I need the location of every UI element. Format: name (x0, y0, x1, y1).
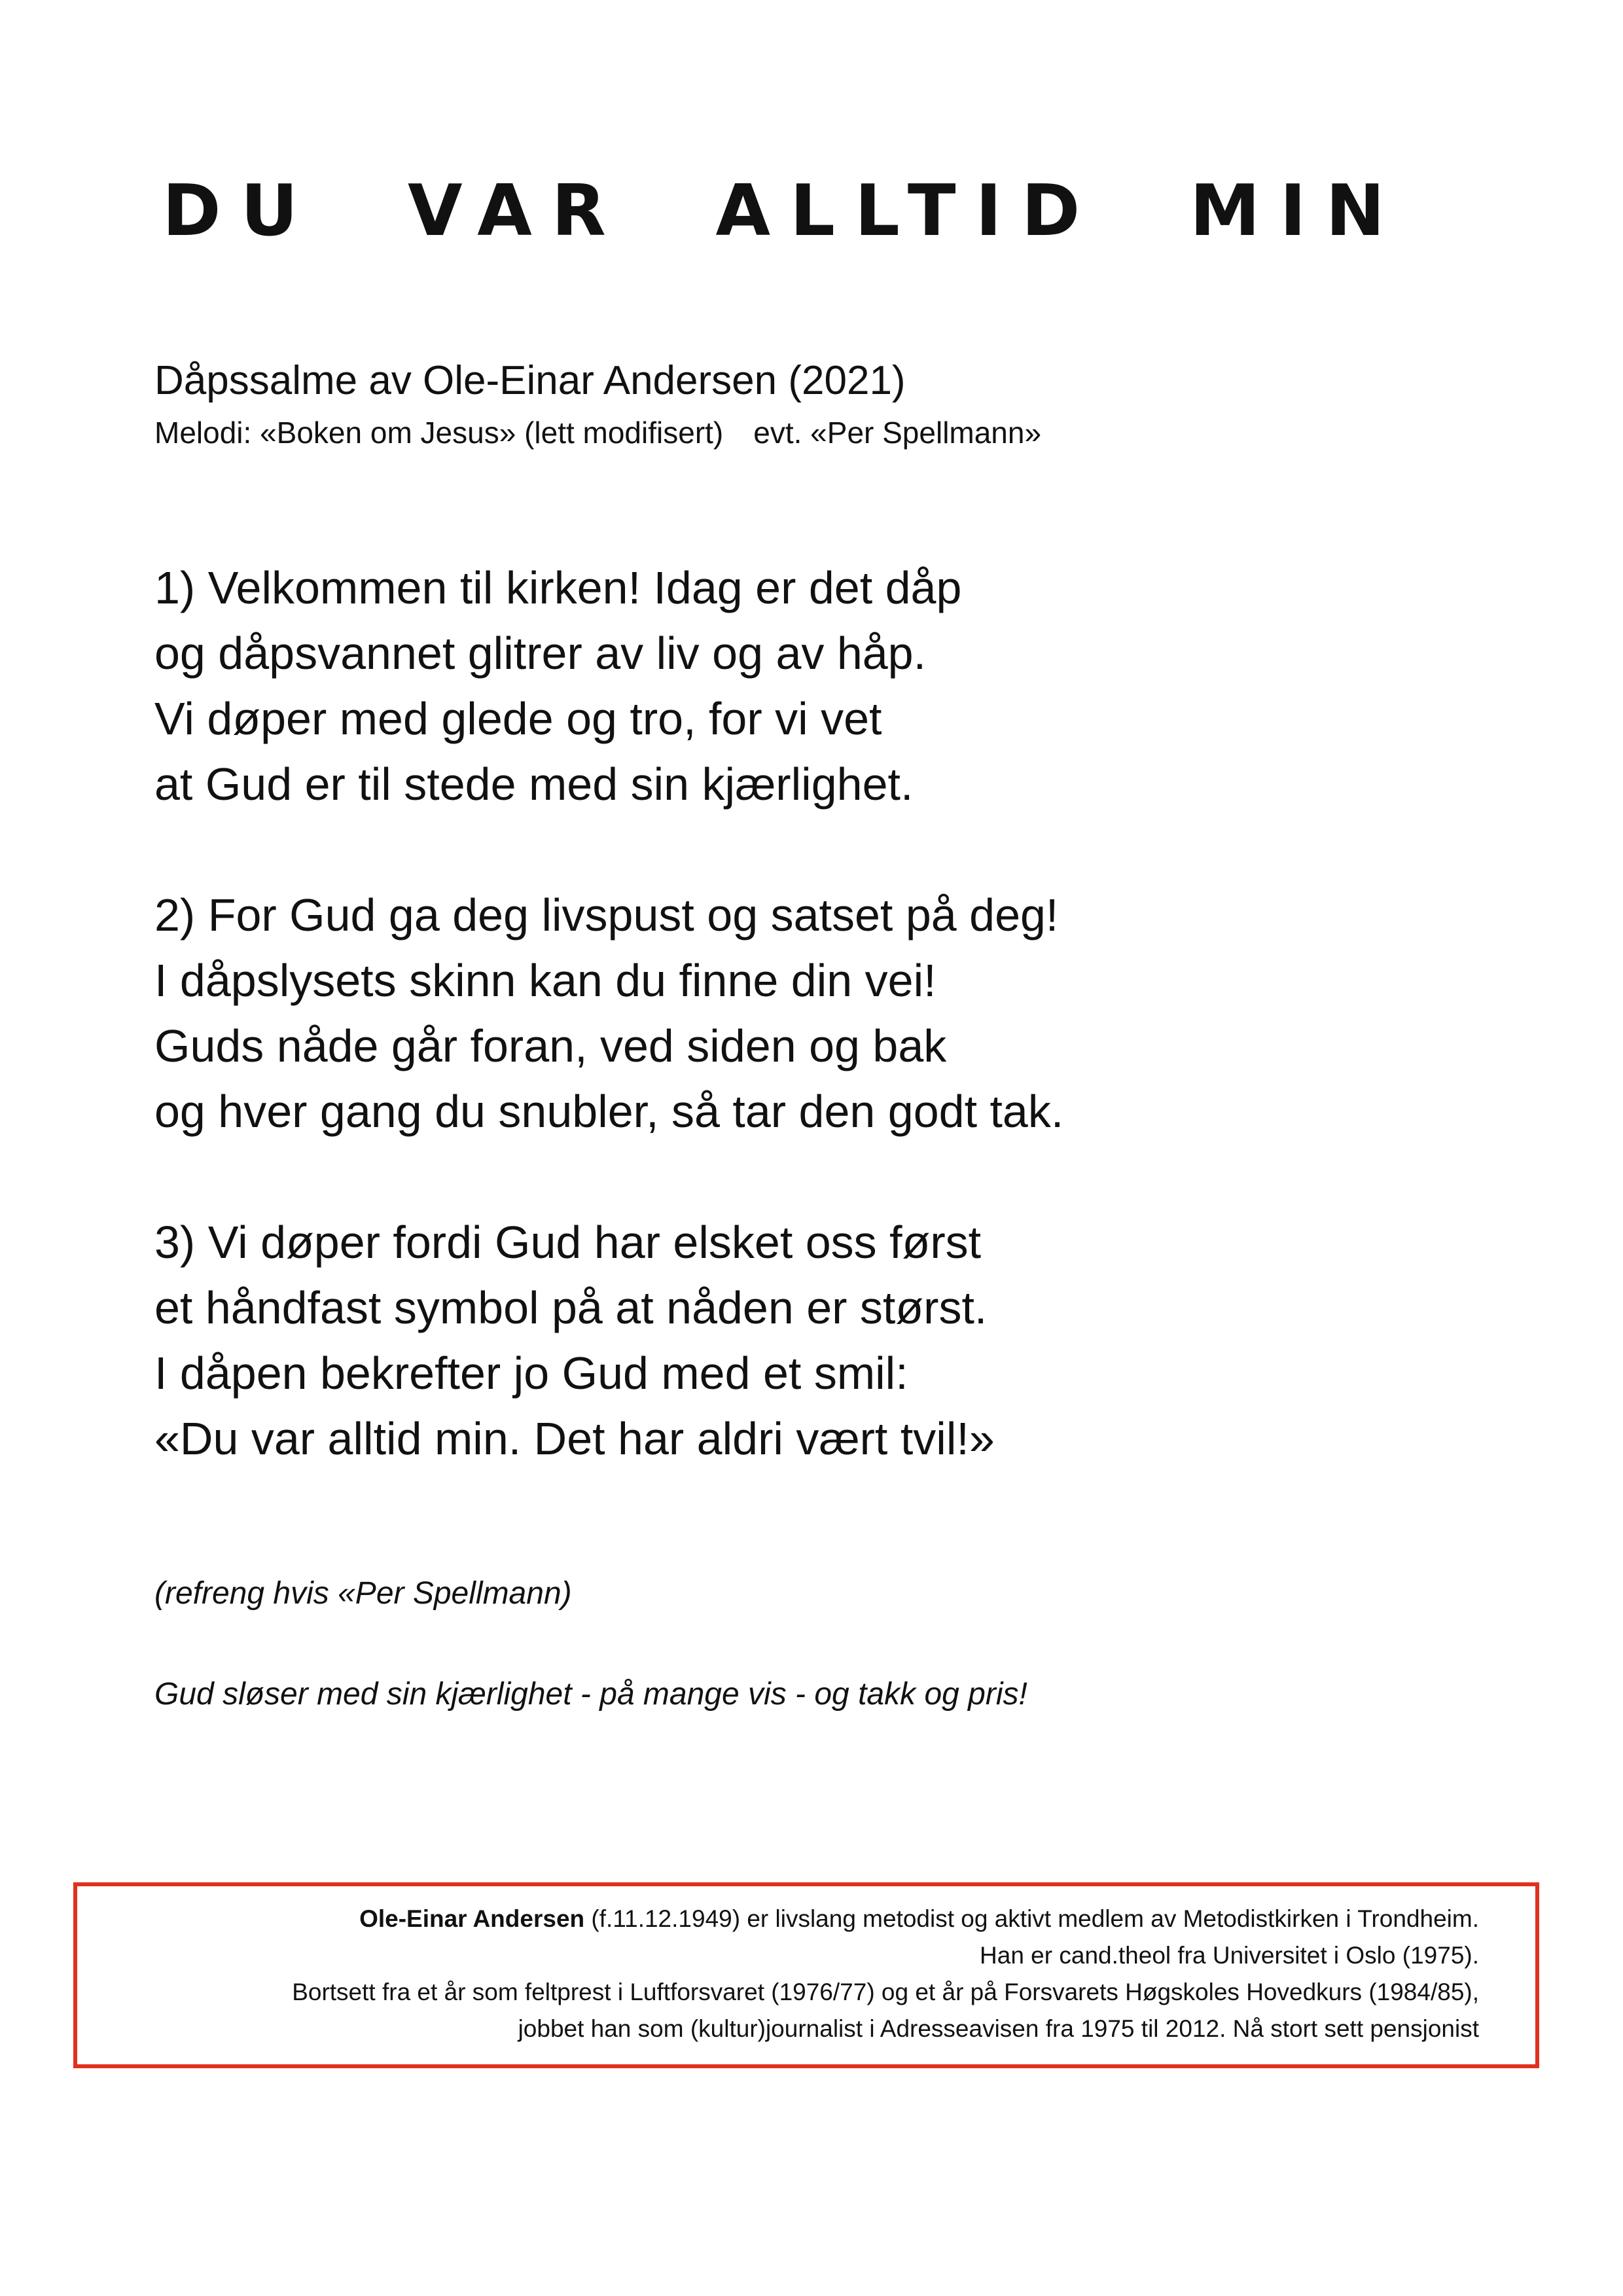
verse-line: I dåpen bekrefter jo Gud med et smil: (154, 1348, 908, 1399)
melody-line (154, 410, 1041, 456)
author-name: Ole-Einar Andersen (359, 1905, 585, 1932)
author-bio (292, 1901, 1479, 2047)
verse-line: at Gud er til stede med sin kjærlighet. (154, 759, 914, 810)
verse-line: I dåpslysets skinn kan du finne din vei! (154, 955, 936, 1006)
melody-main: Melodi: «Boken om Jesus» (lett modifisert) (154, 416, 724, 450)
verse-line: et håndfast symbol på at nåden er størst. (154, 1282, 988, 1333)
hymn-title: DU VAR ALLTID MIN (162, 170, 1405, 252)
verse-2 (154, 882, 1063, 1144)
refrain (154, 1571, 1027, 1717)
melody-alt: evt. «Per Spellmann» (753, 416, 1042, 450)
verse-line: «Du var alltid min. Det har aldri vært tvil!» (154, 1413, 995, 1464)
verse-line: 2) For Gud ga deg livspust og satset på deg! (154, 889, 1059, 941)
verse-line: 1) Velkommen til kirken! Idag er det dåp (154, 562, 962, 613)
verse-1 (154, 555, 1063, 817)
verse-line: Guds nåde går foran, ved siden og bak (154, 1020, 947, 1071)
verse-3 (154, 1210, 1063, 1471)
verse-line: Vi døper med glede og tro, for vi vet (154, 693, 882, 744)
bio-line: jobbet han som (kultur)journalist i Adresseavisen fra 1975 til 2012. Nå stort sett pensjonist (518, 2015, 1479, 2042)
bio-line-1-rest: (f.11.12.1949) er livslang metodist og aktivt medlem av Metodistkirken i Trondheim. (584, 1905, 1479, 1932)
verse-line: og hver gang du snubler, så tar den godt tak. (154, 1086, 1064, 1137)
author-bio-box (73, 1882, 1539, 2068)
refrain-note: (refreng hvis «Per Spellmann) (154, 1576, 572, 1611)
bio-line: Han er cand.theol fra Universitet i Oslo (1975). (980, 1942, 1479, 1969)
hymn-meta (154, 353, 1041, 456)
verses (154, 555, 1063, 1537)
bio-line: Bortsett fra et år som feltprest i Luftforsvaret (1976/77) og et år på Forsvarets Høgskoles Hovedkurs (1984/85), (292, 1979, 1479, 2005)
hymn-subtitle: Dåpssalme av Ole-Einar Andersen (2021) (154, 358, 906, 403)
refrain-text: Gud sløser med sin kjærlighet - på mange vis - og takk og pris! (154, 1677, 1027, 1712)
verse-line: og dåpsvannet glitrer av liv og av håp. (154, 628, 927, 679)
bio-line (292, 1901, 1479, 1937)
verse-line: 3) Vi døper fordi Gud har elsket oss først (154, 1217, 982, 1268)
